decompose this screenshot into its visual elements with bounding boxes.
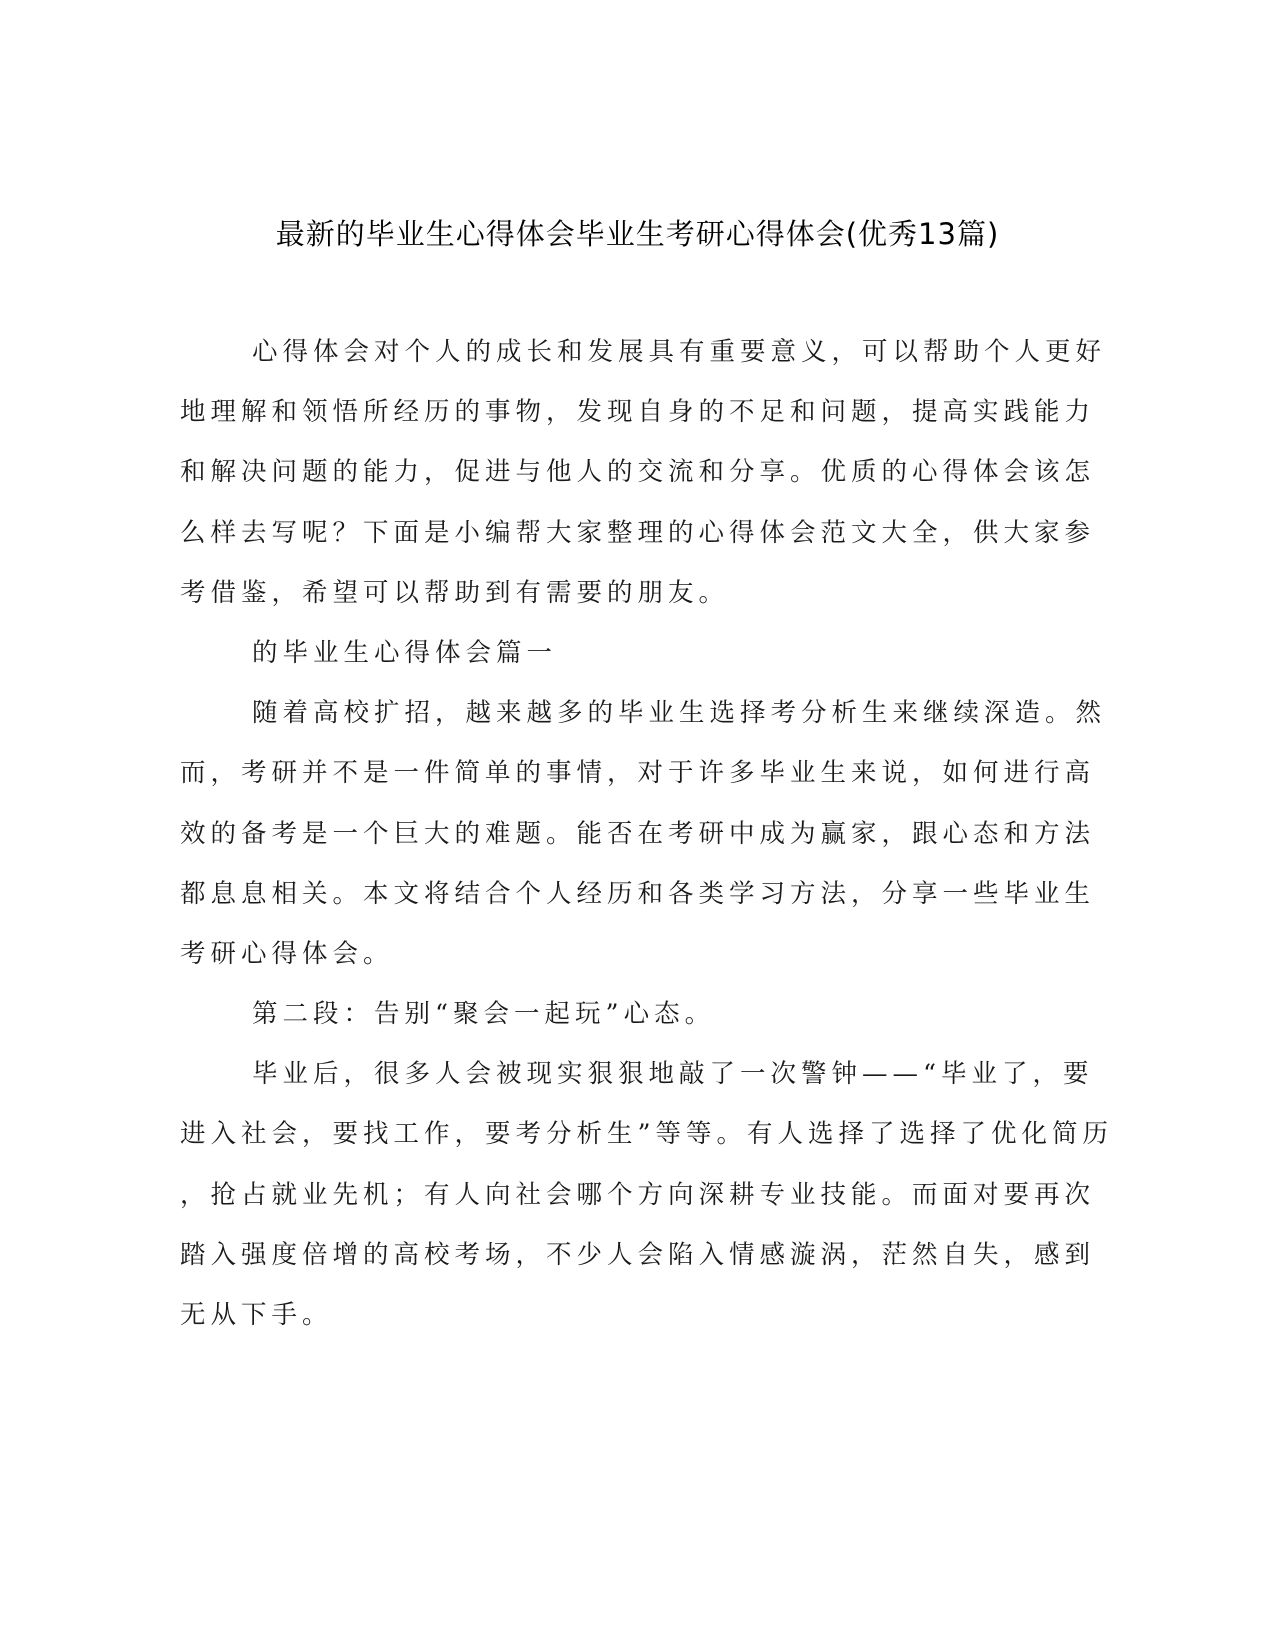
paragraph-line: 踏入强度倍增的高校考场，不少人会陷入情感漩涡，茫然自失，感到 bbox=[180, 1239, 1096, 1270]
document-title: 最新的毕业生心得体会毕业生考研心得体会(优秀13篇) bbox=[275, 217, 1000, 251]
paragraph-line: 进入社会，要找工作，要考分析生”等等。有人选择了选择了优化简历 bbox=[180, 1119, 1114, 1150]
paragraph-line: 毕业后，很多人会被现实狠狠地敲了一次警钟——“毕业了，要 bbox=[252, 1059, 1094, 1090]
section-heading: 的毕业生心得体会篇一 bbox=[252, 637, 558, 668]
paragraph-line: 随着高校扩招，越来越多的毕业生选择考分析生来继续深造。然 bbox=[252, 698, 1107, 729]
paragraph-line: 地理解和领悟所经历的事物，发现自身的不足和问题，提高实践能力 bbox=[180, 397, 1096, 428]
section-heading: 第二段：告别“聚会一起玩”心态。 bbox=[252, 999, 716, 1030]
paragraph-line: 都息息相关。本文将结合个人经历和各类学习方法，分享一些毕业生 bbox=[180, 878, 1096, 909]
document-body bbox=[180, 322, 1114, 1345]
paragraph-line: 效的备考是一个巨大的难题。能否在考研中成为赢家，跟心态和方法 bbox=[180, 818, 1096, 849]
paragraph-line: 无从下手。 bbox=[180, 1300, 333, 1330]
paragraph-line: 考研心得体会。 bbox=[180, 938, 394, 969]
paragraph-line: ，抢占就业先机；有人向社会哪个方向深耕专业技能。而面对要再次 bbox=[180, 1179, 1096, 1210]
paragraph-line: 而，考研并不是一件简单的事情，对于许多毕业生来说，如何进行高 bbox=[180, 758, 1096, 789]
paragraph-line: 心得体会对个人的成长和发展具有重要意义，可以帮助个人更好 bbox=[252, 337, 1107, 367]
paragraph-line: 和解决问题的能力，促进与他人的交流和分享。优质的心得体会该怎 bbox=[180, 457, 1096, 488]
paragraph-line: 考借鉴，希望可以帮助到有需要的朋友。 bbox=[180, 577, 730, 608]
paragraph-line: 么样去写呢？下面是小编帮大家整理的心得体会范文大全，供大家参 bbox=[180, 517, 1096, 548]
